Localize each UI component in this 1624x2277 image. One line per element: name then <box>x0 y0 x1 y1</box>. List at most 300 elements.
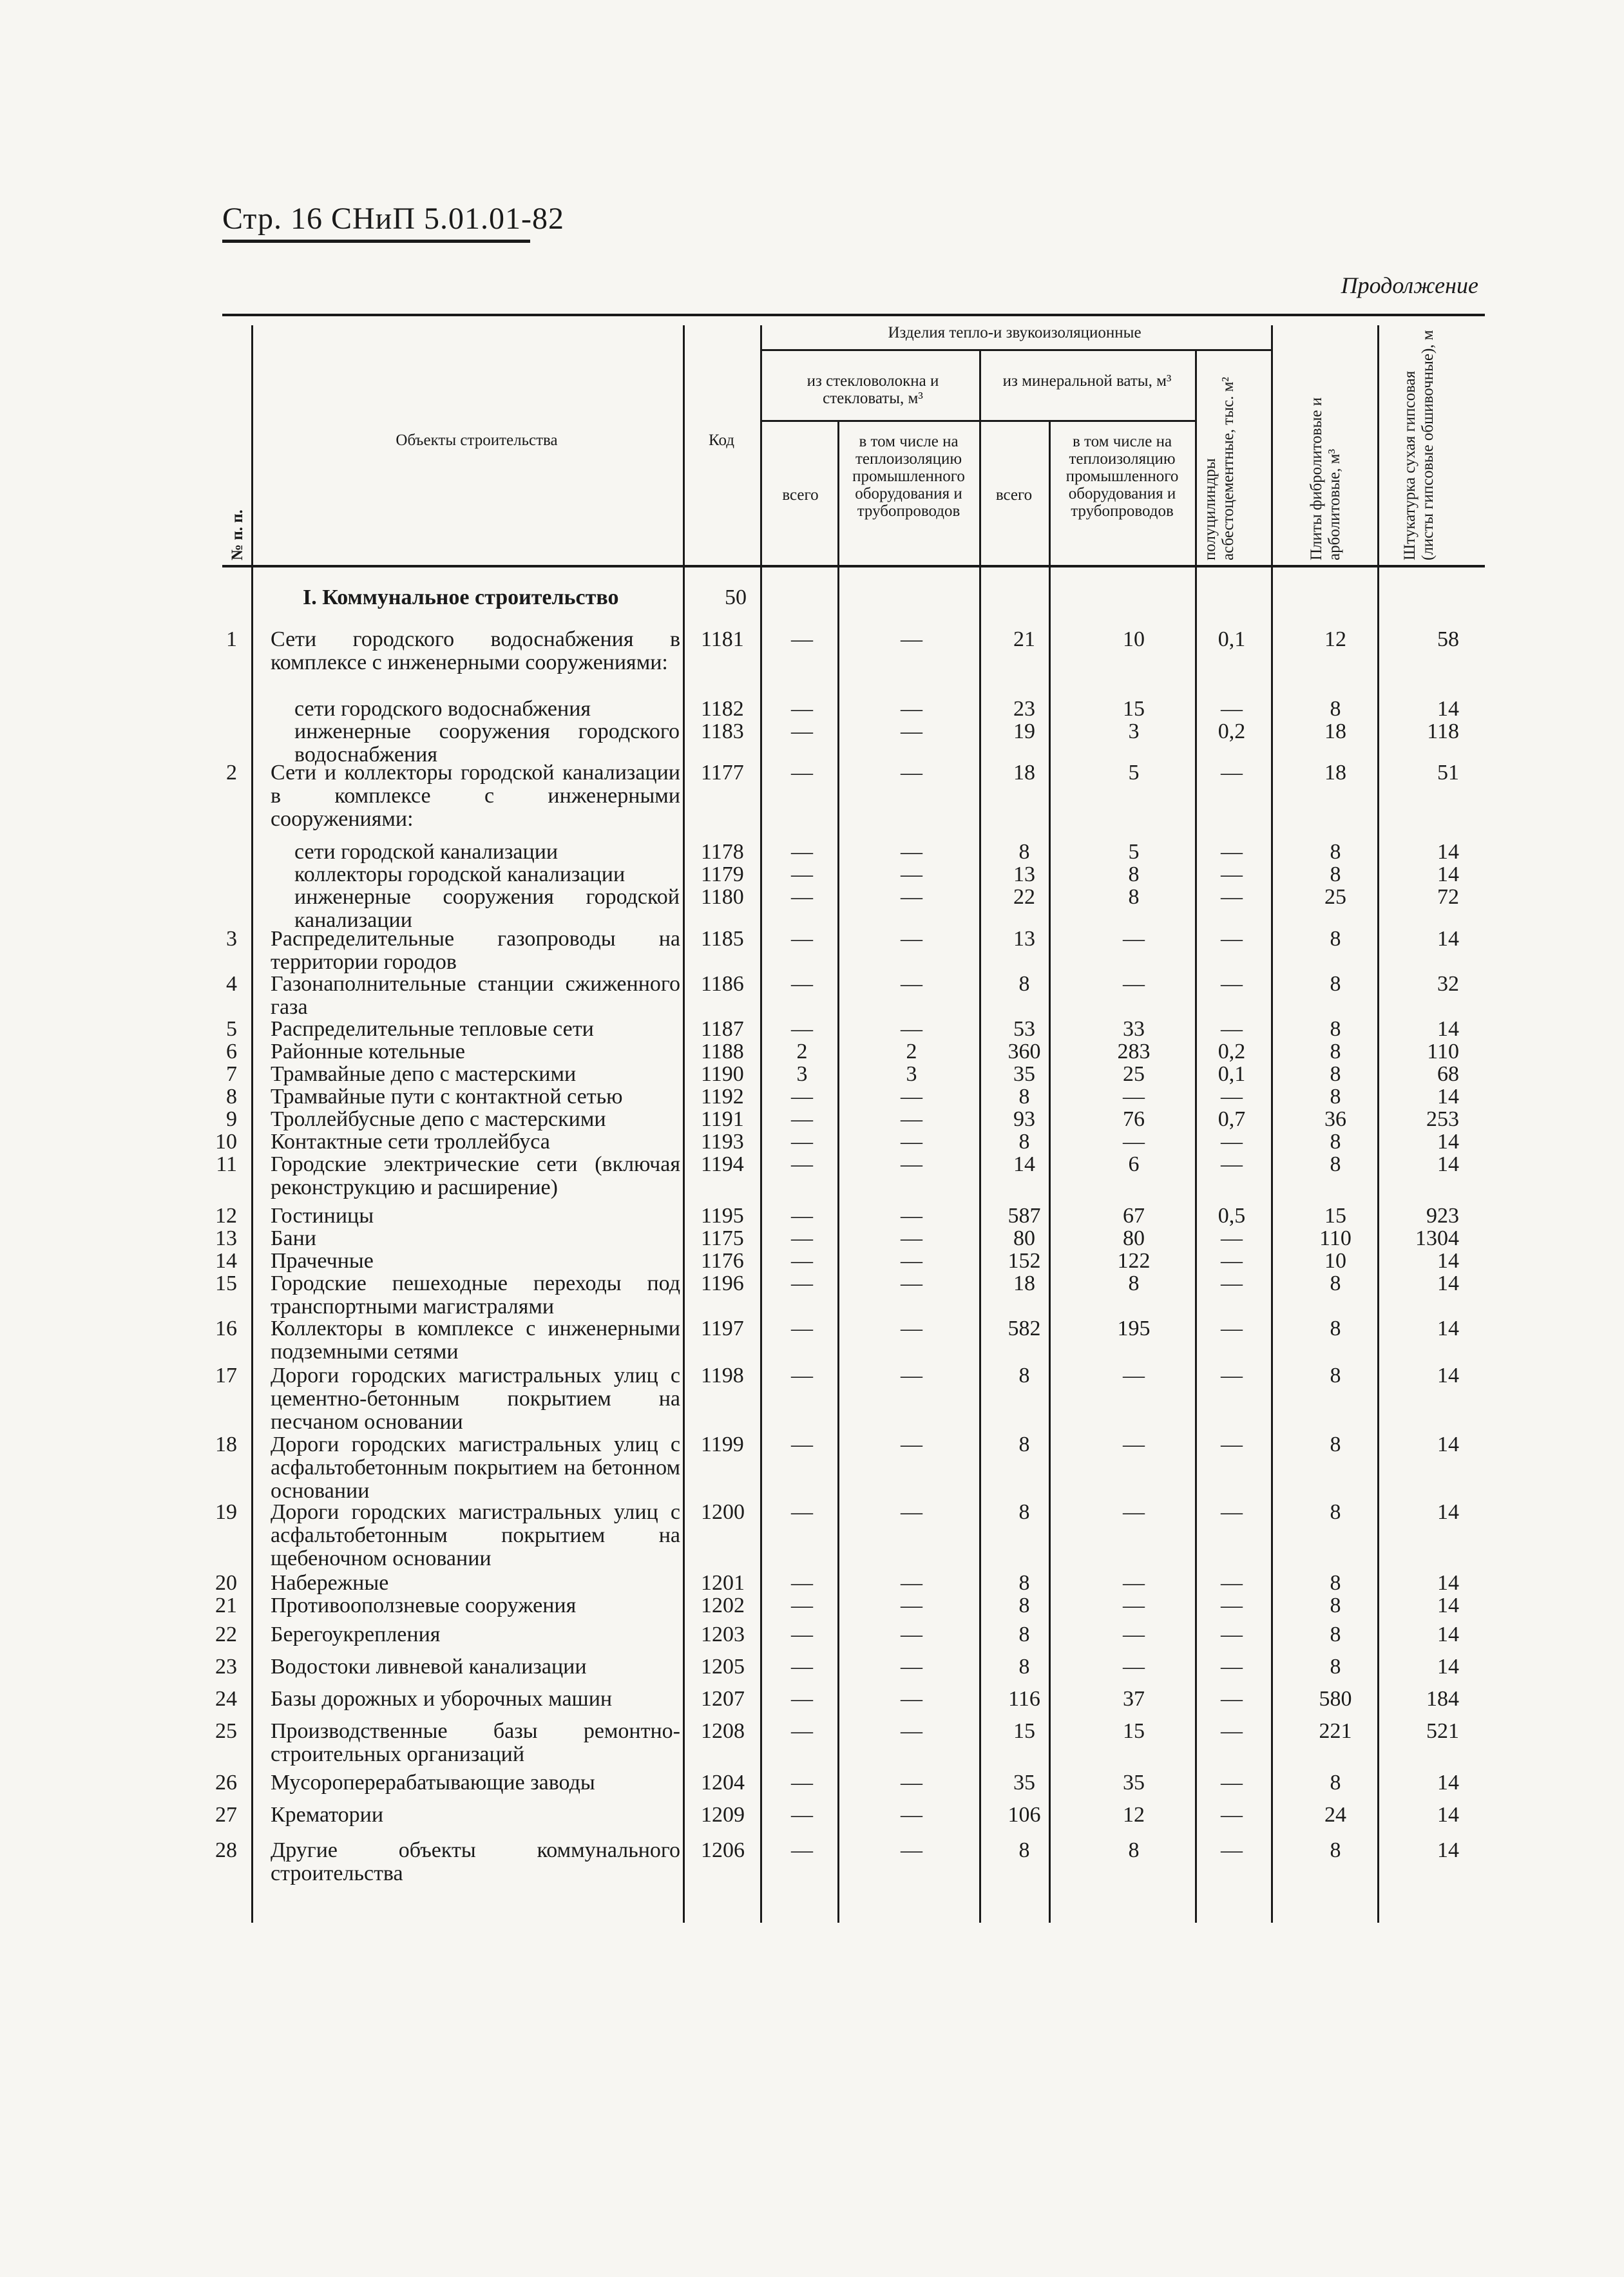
row-object-name: Гостиницы <box>271 1204 374 1228</box>
row-mineral-wool-total: 35 <box>1013 1771 1035 1795</box>
row-object-name: Дороги городских магистральных улиц с асфальтобетонным покрытием на щебеночном основании <box>271 1500 680 1570</box>
header-fibrolite: Плиты фибролитовые и арболитовые, м³ <box>1308 397 1343 560</box>
row-object-name: Коллекторы в комплексе с инженерными подземными сетями <box>271 1317 680 1364</box>
row-glass-wool-total: — <box>791 1719 813 1743</box>
row-glass-wool-industrial: — <box>901 972 922 996</box>
row-fibrolite: 8 <box>1330 1272 1341 1295</box>
row-object-name: Городские пешеходные переходы под транспортными магистралями <box>271 1272 680 1319</box>
row-number: 8 <box>226 1085 237 1109</box>
row-mineral-wool-industrial: — <box>1123 1364 1145 1387</box>
row-code: 1181 <box>701 627 744 651</box>
row-fibrolite: 15 <box>1324 1204 1346 1228</box>
row-mineral-wool-industrial: — <box>1123 1594 1145 1617</box>
header-num: № п. п. <box>229 510 246 560</box>
row-glass-wool-total: — <box>791 840 813 864</box>
row-glass-wool-total: — <box>791 1272 813 1295</box>
row-mineral-wool-total: 53 <box>1013 1017 1035 1041</box>
row-glass-wool-total: — <box>791 1152 813 1176</box>
row-half-cylinders: — <box>1221 1771 1243 1795</box>
row-code: 1207 <box>701 1687 745 1711</box>
row-code: 1193 <box>701 1130 744 1154</box>
row-number: 1 <box>226 627 237 651</box>
header-gw-total: всего <box>782 486 819 504</box>
row-code: 1206 <box>701 1838 745 1862</box>
row-half-cylinders: — <box>1221 1687 1243 1711</box>
row-glass-wool-total: — <box>791 1655 813 1679</box>
row-mineral-wool-total: 360 <box>1008 1040 1041 1063</box>
header-glass-wool: из стекловолокна и стекловаты, м³ <box>807 372 939 407</box>
row-number: 11 <box>216 1152 237 1176</box>
row-code: 1176 <box>701 1249 744 1273</box>
row-plaster: 68 <box>1437 1062 1459 1086</box>
row-fibrolite: 25 <box>1324 885 1346 909</box>
row-glass-wool-industrial: — <box>901 1838 922 1862</box>
row-code: 1190 <box>701 1062 744 1086</box>
row-fibrolite: 8 <box>1330 1017 1341 1041</box>
row-plaster: 14 <box>1437 862 1459 886</box>
row-mineral-wool-industrial: 67 <box>1123 1204 1145 1228</box>
row-half-cylinders: — <box>1221 1226 1243 1250</box>
row-mineral-wool-total: 18 <box>1013 761 1035 785</box>
row-mineral-wool-total: 8 <box>1018 1433 1030 1456</box>
row-number: 16 <box>215 1317 237 1340</box>
row-object-name: Производственные базы ремонтно-строительных организаций <box>271 1719 680 1766</box>
row-code: 1203 <box>701 1623 745 1646</box>
row-mineral-wool-total: 8 <box>1018 1085 1030 1109</box>
row-object-name: Базы дорожных и уборочных машин <box>271 1687 613 1711</box>
row-plaster: 14 <box>1437 1771 1459 1795</box>
row-half-cylinders: 0,1 <box>1218 1062 1246 1086</box>
row-mineral-wool-total: 35 <box>1013 1062 1035 1086</box>
row-glass-wool-industrial: — <box>901 1152 922 1176</box>
row-glass-wool-total: — <box>791 1317 813 1340</box>
row-mineral-wool-total: 116 <box>1008 1687 1040 1711</box>
row-mineral-wool-total: 93 <box>1013 1107 1035 1131</box>
row-mineral-wool-industrial: 35 <box>1123 1771 1145 1795</box>
row-number: 21 <box>215 1594 237 1617</box>
row-object-name: инженерные сооружения городского водоснабжения <box>294 719 680 767</box>
row-mineral-wool-total: 14 <box>1013 1152 1035 1176</box>
row-number: 4 <box>226 972 237 996</box>
row-object-name: Мусороперерабатывающие заводы <box>271 1771 595 1795</box>
row-mineral-wool-total: 8 <box>1018 1500 1030 1524</box>
row-half-cylinders: — <box>1221 927 1243 951</box>
row-glass-wool-industrial: — <box>901 719 922 743</box>
row-object-name: Районные котельные <box>271 1040 465 1063</box>
page-header: Стр. 16 СНиП 5.01.01-82 <box>222 202 564 236</box>
row-number: 17 <box>215 1364 237 1387</box>
row-fibrolite: 8 <box>1330 697 1341 721</box>
row-code: 1191 <box>701 1107 744 1131</box>
row-object-name: Дороги городских магистральных улиц с цементно-бетонным покрытием на песчаном основании <box>271 1364 680 1434</box>
row-mineral-wool-total: 18 <box>1013 1272 1035 1295</box>
row-glass-wool-total: — <box>791 862 813 886</box>
row-number: 22 <box>215 1623 237 1646</box>
row-glass-wool-industrial: — <box>901 862 922 886</box>
row-fibrolite: 221 <box>1319 1719 1352 1743</box>
row-code: 1183 <box>701 719 744 743</box>
row-plaster: 14 <box>1437 1317 1459 1340</box>
row-object-name: Трамвайные депо с мастерскими <box>271 1062 577 1086</box>
row-code: 1196 <box>701 1272 744 1295</box>
row-number: 25 <box>215 1719 237 1743</box>
row-glass-wool-industrial: — <box>901 697 922 721</box>
row-fibrolite: 110 <box>1319 1226 1352 1250</box>
row-mineral-wool-total: 8 <box>1018 1594 1030 1617</box>
row-plaster: 14 <box>1437 1152 1459 1176</box>
row-plaster: 14 <box>1437 1272 1459 1295</box>
row-mineral-wool-industrial: — <box>1123 1655 1145 1679</box>
row-mineral-wool-total: 13 <box>1013 927 1035 951</box>
header-insulation-group: Изделия тепло-и звукоизоляционные <box>888 324 1142 341</box>
row-fibrolite: 12 <box>1324 627 1346 651</box>
row-half-cylinders: — <box>1221 1500 1243 1524</box>
row-fibrolite: 10 <box>1324 1249 1346 1273</box>
row-plaster: 14 <box>1437 1655 1459 1679</box>
row-mineral-wool-industrial: — <box>1123 927 1145 951</box>
row-mineral-wool-industrial: 3 <box>1128 719 1140 743</box>
row-code: 1177 <box>701 761 744 785</box>
row-half-cylinders: — <box>1221 862 1243 886</box>
row-number: 18 <box>215 1433 237 1456</box>
row-code: 1175 <box>701 1226 744 1250</box>
row-mineral-wool-industrial: 80 <box>1123 1226 1145 1250</box>
row-plaster: 521 <box>1426 1719 1459 1743</box>
row-fibrolite: 8 <box>1330 1594 1341 1617</box>
row-fibrolite: 8 <box>1330 972 1341 996</box>
row-plaster: 14 <box>1437 1017 1459 1041</box>
row-number: 26 <box>215 1771 237 1795</box>
row-fibrolite: 8 <box>1330 1838 1341 1862</box>
row-half-cylinders: 0,1 <box>1218 627 1246 651</box>
row-glass-wool-industrial: — <box>901 1272 922 1295</box>
row-code: 1202 <box>701 1594 745 1617</box>
row-mineral-wool-industrial: 8 <box>1128 1838 1140 1862</box>
row-mineral-wool-total: 22 <box>1013 885 1035 909</box>
row-mineral-wool-industrial: 283 <box>1117 1040 1151 1063</box>
row-object-name: сети городской канализации <box>294 840 559 864</box>
row-half-cylinders: — <box>1221 1249 1243 1273</box>
row-fibrolite: 8 <box>1330 1500 1341 1524</box>
row-object-name: Крематории <box>271 1803 384 1827</box>
row-fibrolite: 36 <box>1324 1107 1346 1131</box>
row-mineral-wool-total: 19 <box>1013 719 1035 743</box>
row-object-name: Распределительные тепловые сети <box>271 1017 594 1041</box>
row-mineral-wool-total: 15 <box>1013 1719 1035 1743</box>
row-plaster: 14 <box>1437 1364 1459 1387</box>
row-code: 1199 <box>701 1433 744 1456</box>
header-mw-incl: в том числе на теплоизоляцию промышленного оборудования и трубопроводов <box>1065 433 1179 520</box>
row-object-name: Сети и коллекторы городской канализации в комплексе с инженерными сооружениями: <box>271 761 680 831</box>
row-half-cylinders: — <box>1221 1594 1243 1617</box>
row-mineral-wool-total: 8 <box>1018 972 1030 996</box>
row-fibrolite: 8 <box>1330 1623 1341 1646</box>
row-number: 9 <box>226 1107 237 1131</box>
row-mineral-wool-industrial: 10 <box>1123 627 1145 651</box>
row-code: 1179 <box>701 862 744 886</box>
row-plaster: 14 <box>1437 1130 1459 1154</box>
row-code: 1187 <box>701 1017 744 1041</box>
row-plaster: 923 <box>1426 1204 1459 1228</box>
row-glass-wool-total: — <box>791 1085 813 1109</box>
row-plaster: 72 <box>1437 885 1459 909</box>
row-plaster: 1304 <box>1415 1226 1459 1250</box>
row-number: 13 <box>215 1226 237 1250</box>
row-fibrolite: 8 <box>1330 1655 1341 1679</box>
row-glass-wool-industrial: — <box>901 1364 922 1387</box>
row-code: 1186 <box>701 972 744 996</box>
row-glass-wool-total: — <box>791 1838 813 1862</box>
row-mineral-wool-total: 13 <box>1013 862 1035 886</box>
row-glass-wool-industrial: — <box>901 1085 922 1109</box>
row-code: 1205 <box>701 1655 745 1679</box>
row-glass-wool-total: — <box>791 1433 813 1456</box>
row-glass-wool-industrial: 2 <box>906 1040 917 1063</box>
row-fibrolite: 8 <box>1330 1364 1341 1387</box>
row-half-cylinders: — <box>1221 697 1243 721</box>
row-number: 7 <box>226 1062 237 1086</box>
row-glass-wool-industrial: — <box>901 885 922 909</box>
row-mineral-wool-industrial: 5 <box>1128 761 1140 785</box>
row-plaster: 32 <box>1437 972 1459 996</box>
header-half-cylinders: полуцилиндры асбестоцементные, тыс. м² <box>1201 377 1237 560</box>
row-code: 1195 <box>701 1204 744 1228</box>
row-glass-wool-total: — <box>791 1226 813 1250</box>
row-object-name: Трамвайные пути с контактной сетью <box>271 1085 623 1109</box>
row-fibrolite: 8 <box>1330 1040 1341 1063</box>
row-half-cylinders: — <box>1221 1272 1243 1295</box>
row-half-cylinders: — <box>1221 840 1243 864</box>
row-fibrolite: 8 <box>1330 1130 1341 1154</box>
row-glass-wool-total: — <box>791 1687 813 1711</box>
row-half-cylinders: — <box>1221 972 1243 996</box>
row-code: 1178 <box>701 840 744 864</box>
row-code: 1188 <box>701 1040 744 1063</box>
row-mineral-wool-total: 106 <box>1008 1803 1041 1827</box>
row-glass-wool-industrial: — <box>901 1249 922 1273</box>
row-glass-wool-total: — <box>791 1204 813 1228</box>
row-glass-wool-industrial: — <box>901 1017 922 1041</box>
row-glass-wool-industrial: — <box>901 840 922 864</box>
row-code: 1201 <box>701 1571 745 1595</box>
row-object-name: Газонаполнительные станции сжиженного газа <box>271 972 680 1019</box>
header-mw-total: всего <box>995 486 1033 504</box>
row-plaster: 51 <box>1437 761 1459 785</box>
row-number: 6 <box>226 1040 237 1063</box>
row-mineral-wool-industrial: — <box>1123 1623 1145 1646</box>
row-fibrolite: 8 <box>1330 840 1341 864</box>
row-mineral-wool-industrial: 15 <box>1123 697 1145 721</box>
header-gw-incl: в том числе на теплоизоляцию промышленного оборудования и трубопроводов <box>852 433 965 520</box>
row-glass-wool-industrial: — <box>901 1107 922 1131</box>
row-glass-wool-total: — <box>791 761 813 785</box>
row-object-name: коллекторы городской канализации <box>294 862 626 886</box>
row-mineral-wool-industrial: — <box>1123 1130 1145 1154</box>
row-half-cylinders: — <box>1221 885 1243 909</box>
row-glass-wool-total: — <box>791 719 813 743</box>
row-mineral-wool-industrial: 33 <box>1123 1017 1145 1041</box>
row-glass-wool-total: — <box>791 927 813 951</box>
row-glass-wool-industrial: — <box>901 927 922 951</box>
row-plaster: 14 <box>1437 1803 1459 1827</box>
row-mineral-wool-industrial: 8 <box>1128 862 1140 886</box>
row-mineral-wool-industrial: — <box>1123 1433 1145 1456</box>
row-half-cylinders: — <box>1221 1803 1243 1827</box>
row-half-cylinders: — <box>1221 1085 1243 1109</box>
row-mineral-wool-industrial: 195 <box>1117 1317 1151 1340</box>
row-fibrolite: 8 <box>1330 1571 1341 1595</box>
row-code: 1209 <box>701 1803 745 1827</box>
row-plaster: 14 <box>1437 1594 1459 1617</box>
row-half-cylinders: — <box>1221 1317 1243 1340</box>
row-plaster: 184 <box>1426 1687 1459 1711</box>
row-fibrolite: 8 <box>1330 1062 1341 1086</box>
row-glass-wool-total: — <box>791 1249 813 1273</box>
row-mineral-wool-industrial: 5 <box>1128 840 1140 864</box>
row-code: 1185 <box>701 927 744 951</box>
row-glass-wool-total: — <box>791 1803 813 1827</box>
row-number: 28 <box>215 1838 237 1862</box>
row-glass-wool-industrial: — <box>901 1433 922 1456</box>
row-glass-wool-total: — <box>791 972 813 996</box>
row-half-cylinders: 0,2 <box>1218 1040 1246 1063</box>
row-plaster: 253 <box>1426 1107 1459 1131</box>
row-mineral-wool-total: 80 <box>1013 1226 1035 1250</box>
row-glass-wool-total: — <box>791 627 813 651</box>
row-half-cylinders: — <box>1221 1130 1243 1154</box>
row-fibrolite: 18 <box>1324 719 1346 743</box>
row-glass-wool-industrial: — <box>901 1655 922 1679</box>
row-glass-wool-industrial: — <box>901 1571 922 1595</box>
row-plaster: 58 <box>1437 627 1459 651</box>
row-object-name: Контактные сети троллейбуса <box>271 1130 550 1154</box>
section-code: 50 <box>725 586 747 609</box>
row-glass-wool-total: — <box>791 1500 813 1524</box>
row-glass-wool-industrial: — <box>901 1803 922 1827</box>
row-glass-wool-total: — <box>791 697 813 721</box>
row-object-name: инженерные сооружения городской канализации <box>294 885 680 932</box>
row-number: 3 <box>226 927 237 951</box>
row-mineral-wool-industrial: 8 <box>1128 885 1140 909</box>
row-mineral-wool-industrial: 25 <box>1123 1062 1145 1086</box>
row-number: 24 <box>215 1687 237 1711</box>
row-fibrolite: 8 <box>1330 862 1341 886</box>
row-mineral-wool-total: 587 <box>1008 1204 1041 1228</box>
row-plaster: 110 <box>1427 1040 1459 1063</box>
row-glass-wool-industrial: — <box>901 761 922 785</box>
row-half-cylinders: — <box>1221 1571 1243 1595</box>
row-half-cylinders: — <box>1221 1719 1243 1743</box>
row-code: 1208 <box>701 1719 745 1743</box>
row-fibrolite: 8 <box>1330 1317 1341 1340</box>
row-object-name: Другие объекты коммунального строительства <box>271 1838 680 1885</box>
row-half-cylinders: — <box>1221 1623 1243 1646</box>
row-object-name: Прачечные <box>271 1249 374 1273</box>
row-mineral-wool-total: 8 <box>1018 840 1030 864</box>
row-glass-wool-industrial: — <box>901 627 922 651</box>
row-glass-wool-industrial: — <box>901 1317 922 1340</box>
row-plaster: 14 <box>1437 1838 1459 1862</box>
row-fibrolite: 8 <box>1330 1433 1341 1456</box>
row-number: 20 <box>215 1571 237 1595</box>
header-objects: Объекты строительства <box>396 432 558 449</box>
row-number: 5 <box>226 1017 237 1041</box>
row-fibrolite: 580 <box>1319 1687 1352 1711</box>
row-number: 19 <box>215 1500 237 1524</box>
header-plaster: Штукатурка сухая гипсовая (листы гипсовые обшивочные), м <box>1401 330 1437 560</box>
row-half-cylinders: — <box>1221 1152 1243 1176</box>
row-mineral-wool-total: 8 <box>1018 1655 1030 1679</box>
row-code: 1200 <box>701 1500 745 1524</box>
row-plaster: 14 <box>1437 927 1459 951</box>
row-half-cylinders: — <box>1221 1364 1243 1387</box>
row-code: 1204 <box>701 1771 745 1795</box>
row-glass-wool-total: — <box>791 1017 813 1041</box>
row-glass-wool-total: — <box>791 1594 813 1617</box>
row-glass-wool-industrial: — <box>901 1719 922 1743</box>
row-glass-wool-total: — <box>791 885 813 909</box>
row-plaster: 14 <box>1437 1623 1459 1646</box>
row-number: 23 <box>215 1655 237 1679</box>
row-glass-wool-total: — <box>791 1771 813 1795</box>
row-mineral-wool-total: 8 <box>1018 1838 1030 1862</box>
continuation-label: Продолжение <box>1341 272 1478 298</box>
row-number: 15 <box>215 1272 237 1295</box>
row-glass-wool-total: 2 <box>796 1040 808 1063</box>
row-mineral-wool-total: 8 <box>1018 1571 1030 1595</box>
row-code: 1192 <box>701 1085 744 1109</box>
row-glass-wool-industrial: — <box>901 1500 922 1524</box>
row-half-cylinders: — <box>1221 1433 1243 1456</box>
row-mineral-wool-industrial: 12 <box>1123 1803 1145 1827</box>
row-fibrolite: 24 <box>1324 1803 1346 1827</box>
row-mineral-wool-total: 21 <box>1013 627 1035 651</box>
row-glass-wool-industrial: 3 <box>906 1062 917 1086</box>
row-object-name: Троллейбусные депо с мастерскими <box>271 1107 606 1131</box>
row-object-name: Городские электрические сети (включая реконструкцию и расширение) <box>271 1152 680 1199</box>
row-object-name: сети городского водоснабжения <box>294 697 591 721</box>
row-plaster: 14 <box>1437 1085 1459 1109</box>
row-number: 12 <box>215 1204 237 1228</box>
row-mineral-wool-total: 8 <box>1018 1364 1030 1387</box>
row-glass-wool-industrial: — <box>901 1687 922 1711</box>
row-half-cylinders: 0,5 <box>1218 1204 1246 1228</box>
row-plaster: 14 <box>1437 840 1459 864</box>
row-plaster: 118 <box>1427 719 1459 743</box>
row-code: 1182 <box>701 697 744 721</box>
header-mineral-wool: из минеральной ваты, м³ <box>1002 372 1172 390</box>
row-half-cylinders: 0,2 <box>1218 719 1246 743</box>
row-mineral-wool-total: 8 <box>1018 1623 1030 1646</box>
row-glass-wool-total: — <box>791 1623 813 1646</box>
row-glass-wool-total: — <box>791 1107 813 1131</box>
row-mineral-wool-industrial: 37 <box>1123 1687 1145 1711</box>
row-half-cylinders: — <box>1221 761 1243 785</box>
row-object-name: Противооползневые сооружения <box>271 1594 577 1617</box>
row-mineral-wool-industrial: 122 <box>1117 1249 1151 1273</box>
row-half-cylinders: — <box>1221 1017 1243 1041</box>
row-code: 1197 <box>701 1317 744 1340</box>
row-fibrolite: 8 <box>1330 1771 1341 1795</box>
row-glass-wool-total: 3 <box>796 1062 808 1086</box>
row-glass-wool-industrial: — <box>901 1623 922 1646</box>
row-mineral-wool-industrial: — <box>1123 972 1145 996</box>
row-half-cylinders: — <box>1221 1655 1243 1679</box>
row-fibrolite: 8 <box>1330 1152 1341 1176</box>
row-object-name: Водостоки ливневой канализации <box>271 1655 587 1679</box>
row-mineral-wool-industrial: 76 <box>1123 1107 1145 1131</box>
row-number: 2 <box>226 761 237 785</box>
